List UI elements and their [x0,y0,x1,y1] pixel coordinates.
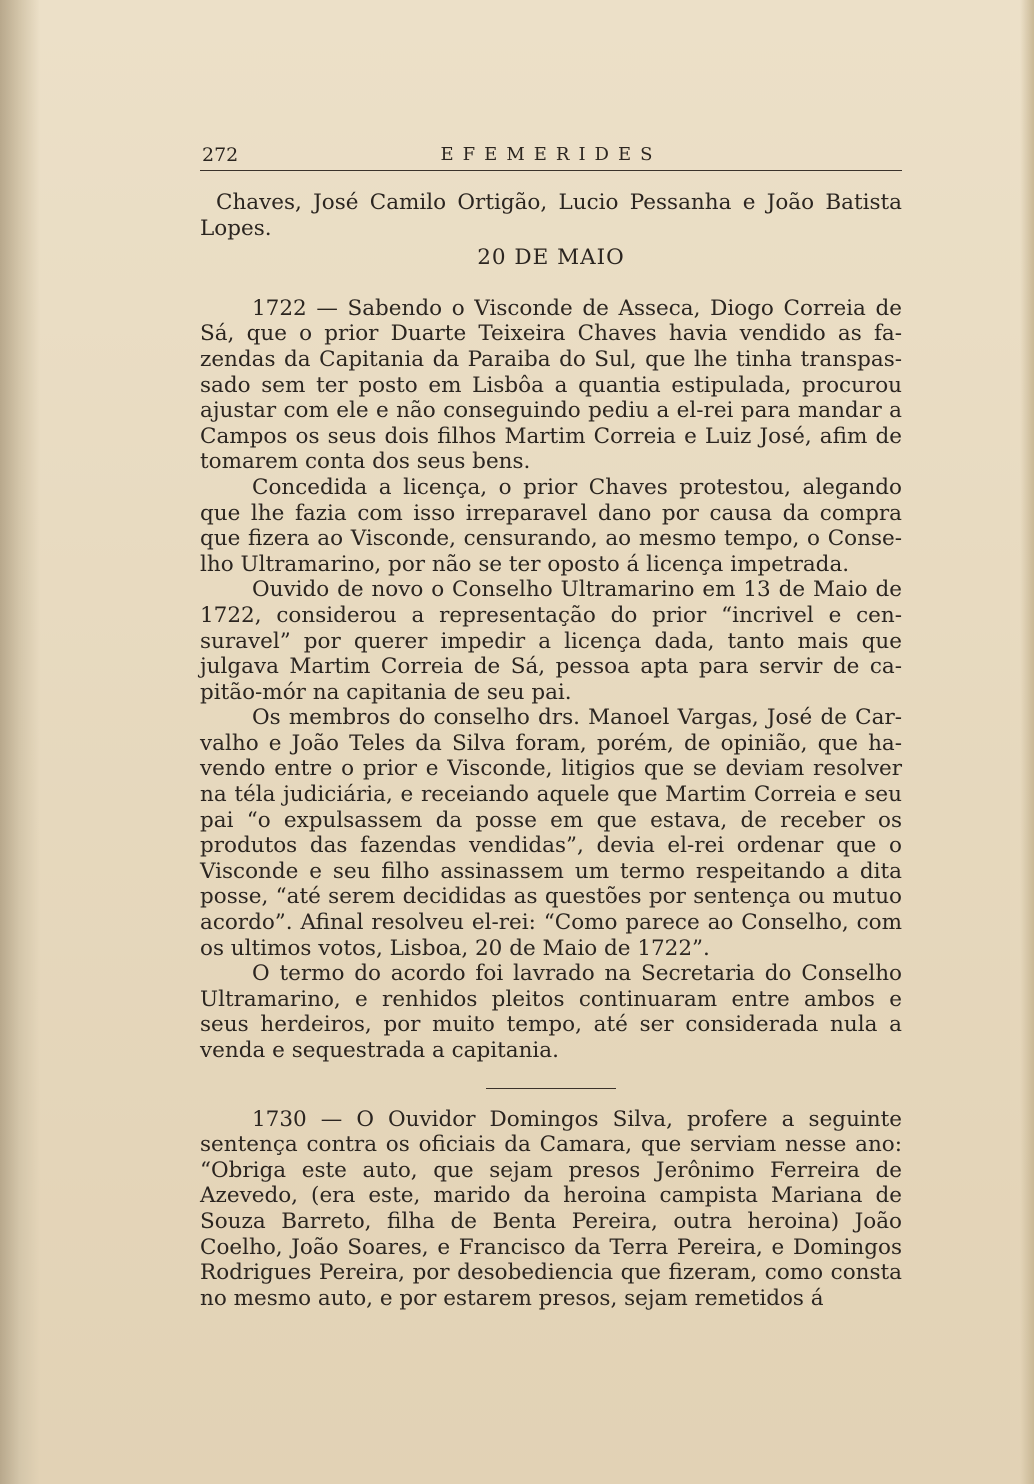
page-spine-shadow [0,0,40,1484]
paragraph-1722-entry: 1722 — Sabendo o Visconde de Asseca, Diogo Correia de Sá, que o prior Duarte Teixeira Chaves havia vendido as fazendas da Capitania da Paraiba do Sul, que lhe tinha transpassado sem ter posto em Lisbôa a quantia estipulada, procurou ajustar com ele e não conseguindo pediu a el-rei para mandar a Campos os seus dois filhos Martim Correia e Luiz José, afim de tomarem conta dos seus bens. [200,295,902,475]
paragraph-membros: Os membros do conselho drs. Manoel Vargas, José de Carvalho e João Teles da Silva foram, porém, de opinião, que havendo entre o prior e Visconde, litigios que se deviam resolver na téla judiciária, e receiando aquele que Martim Correia e seu pai “o expulsassem da posse em que estava, de receber os produtos das fazendas vendidas”, devia el-rei ordenar que o Visconde e seu filho assinassem um termo respeitando a dita posse, “até serem decididas as questões por sentença ou mutuo acordo”. Afinal resolveu el-rei: “Como parece ao Conselho, com os ultimos votos, Lisboa, 20 de Maio de 1722”. [200,705,902,961]
running-title: EFEMERIDES [440,144,662,165]
section-divider [486,1088,616,1089]
section-heading: 20 DE MAIO [477,245,625,271]
page-number: 272 [202,144,239,166]
paragraph-1730-entry: 1730 — O Ouvidor Domingos Silva, profere a seguinte sentença contra os oficiais da Camara, que serviam nesse ano: “Obriga este auto, que sejam presos Jerônimo Ferreira de Azevedo, (era este, marido da heroina campista Mariana de Souza Barreto, filha de Benta Pereira, outra heroina) João Coelho, João Soares, e Francisco da Terra Pereira, e Domingos Rodrigues Pereira, por desobediencia que fizeram, como consta no mesmo auto, e por estarem presos, sejam remetidos á [200,1106,902,1311]
page-edge-shadow [1020,0,1034,1484]
continuation-paragraph: Chaves, José Camilo Ortigão, Lucio Pessanha e João Batista Lopes. [200,190,902,241]
paragraph-conselho: Ouvido de novo o Conselho Ultramarino em 13 de Maio de 1722, considerou a representação do prior “incrivel e censuravel” por querer impedir a licença dada, tanto mais que julgava Martim Correia de Sá, pessoa apta para servir de capitão-mór na capitania de seu pai. [200,577,902,705]
paragraph-licenca: Concedida a licença, o prior Chaves protestou, alegando que lhe fazia com isso irreparavel dano por causa da compra que fizera ao Visconde, censurando, ao mesmo tempo, o Conselho Ultramarino, por não se ter oposto á licença impetrada. [200,474,902,577]
running-header [200,144,902,171]
paragraph-termo: O termo do acordo foi lavrado na Secretaria do Conselho Ultramarino, e renhidos pleitos continuaram entre ambos e seus herdeiros, por muito tempo, até ser considerada nula a venda e sequestrada a capitania. [200,961,902,1063]
body-text [200,190,902,1311]
